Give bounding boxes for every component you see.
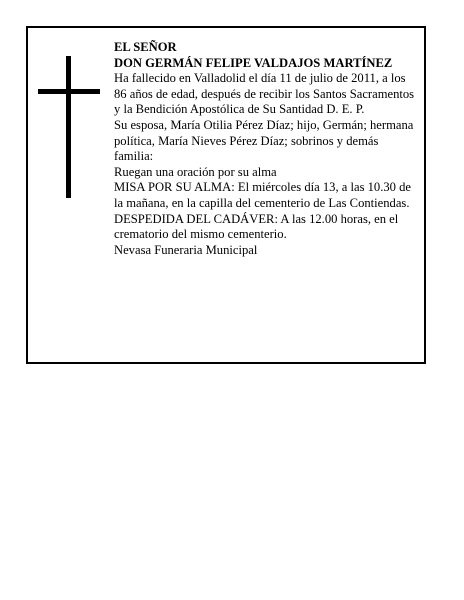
notice-heading-line-1: EL SEÑOR	[114, 40, 177, 54]
cross-vertical-bar	[66, 56, 71, 198]
cross-horizontal-bar	[38, 89, 100, 94]
obituary-notice	[26, 26, 426, 364]
farewell-details: DESPEDIDA DEL CADÁVER: A las 12.00 horas, en el crematorio del mismo cementerio.	[114, 211, 399, 242]
cross-icon	[38, 56, 100, 198]
death-announcement: Ha fallecido en Valladolid el día 11 de julio de 2011, a los 86 años de edad, después de recibir los Santos Sacramentos y la Bendición Apostólica de Su Santidad D. E. P.	[114, 71, 415, 117]
mass-details: MISA POR SU ALMA: El miércoles día 13, a las 10.30 de la mañana, en la capilla del cementerio de Las Contiendas.	[114, 180, 411, 210]
family-list: Su esposa, María Otilia Pérez Díaz; hijo, Germán; hermana política, María Nieves Pérez Díaz; sobrinos y demás familia:	[114, 117, 414, 164]
prayer-request: Ruegan una oración por su alma	[114, 164, 277, 179]
funeral-home: Nevasa Funeraria Municipal	[114, 242, 258, 257]
deceased-name: DON GERMÁN FELIPE VALDAJOS MARTÍNEZ	[114, 55, 393, 70]
notice-text	[114, 40, 420, 258]
